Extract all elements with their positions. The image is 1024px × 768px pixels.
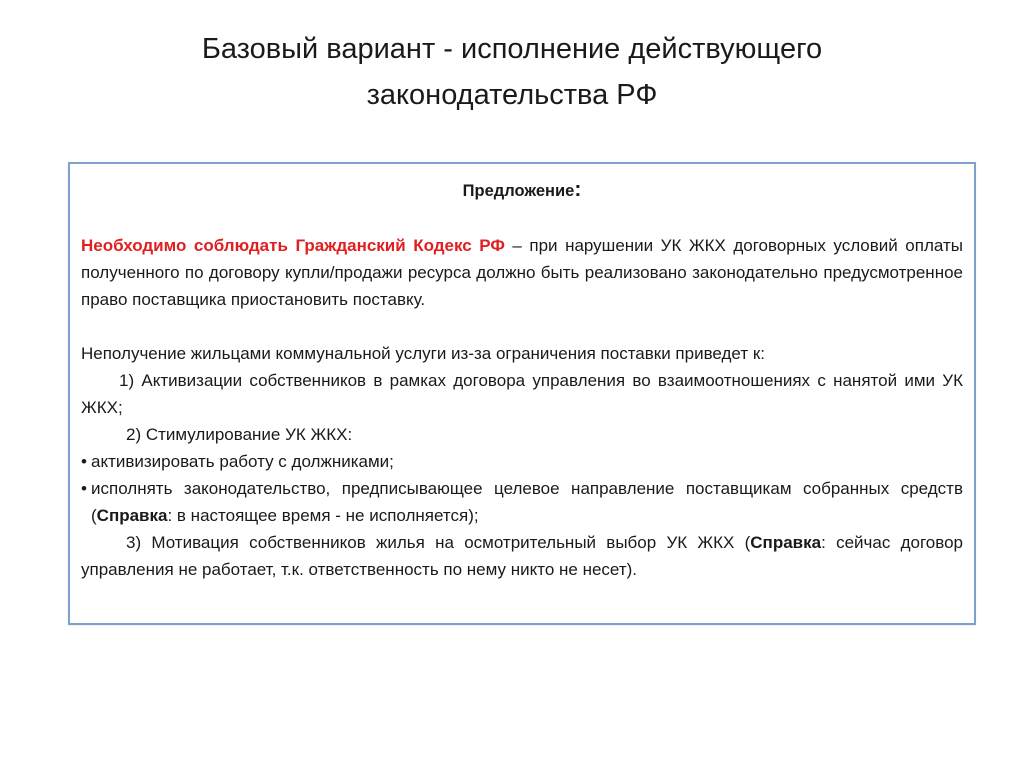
proposal-box bbox=[68, 162, 976, 625]
consequence-item-3-text-b: : сейчас договор управления не работает, т.к. ответственность по нему никто не несет). bbox=[81, 533, 964, 579]
slide-title-line-2: законодательства РФ bbox=[366, 79, 658, 111]
reference-label: Справка bbox=[750, 533, 822, 552]
reference-label: Справка bbox=[96, 506, 168, 525]
consequences-intro: Неполучение жильцами коммунальной услуги из-за ограничения поставки приведет к: bbox=[81, 344, 765, 363]
spacer bbox=[81, 205, 963, 232]
bullet-icon: • bbox=[81, 479, 87, 498]
bullet-icon: • bbox=[81, 452, 87, 471]
proposal-heading bbox=[81, 176, 963, 205]
civil-code-highlight: Необходимо соблюдать Гражданский Кодекс РФ bbox=[81, 236, 505, 255]
consequence-item-3-text-a: 3) Мотивация собственников жилья на осмотрительный выбор УК ЖКХ ( bbox=[126, 533, 751, 552]
bullet-item-2 bbox=[81, 475, 963, 529]
spacer bbox=[81, 313, 963, 340]
proposal-heading-colon: : bbox=[574, 178, 582, 201]
bullet-item-2-text-a: исполнять законодательство, предписывающее целевое направление поставщикам собранных средств ( bbox=[91, 479, 963, 525]
proposal-paragraph-1 bbox=[81, 232, 963, 313]
consequence-item-3 bbox=[81, 529, 963, 583]
bullet-item-2-text bbox=[91, 475, 963, 529]
slide-title bbox=[0, 26, 1024, 118]
consequence-item-1: 1) Активизации собственников в рамках договора управления во взаимоотношениях с нанятой ими УК ЖКХ; bbox=[81, 371, 963, 417]
consequence-item-2: 2) Стимулирование УК ЖКХ: bbox=[126, 425, 353, 444]
proposal-heading-text: Предложение bbox=[462, 182, 575, 200]
bullet-item-1-text: активизировать работу с должниками; bbox=[91, 452, 394, 471]
proposal-paragraph-1-text: – при нарушении УК ЖКХ договорных условий оплаты полученного по договору купли/продажи ресурса должно быть реализовано законодательно предусмотренное право поставщика приостановить поставку. bbox=[81, 236, 963, 309]
proposal-content bbox=[81, 176, 963, 583]
bullet-item-2-text-b: : в настоящее время - не исполняется); bbox=[167, 506, 479, 525]
bullet-item-1 bbox=[81, 448, 963, 475]
slide-title-line-1: Базовый вариант - исполнение действующего bbox=[201, 33, 823, 65]
